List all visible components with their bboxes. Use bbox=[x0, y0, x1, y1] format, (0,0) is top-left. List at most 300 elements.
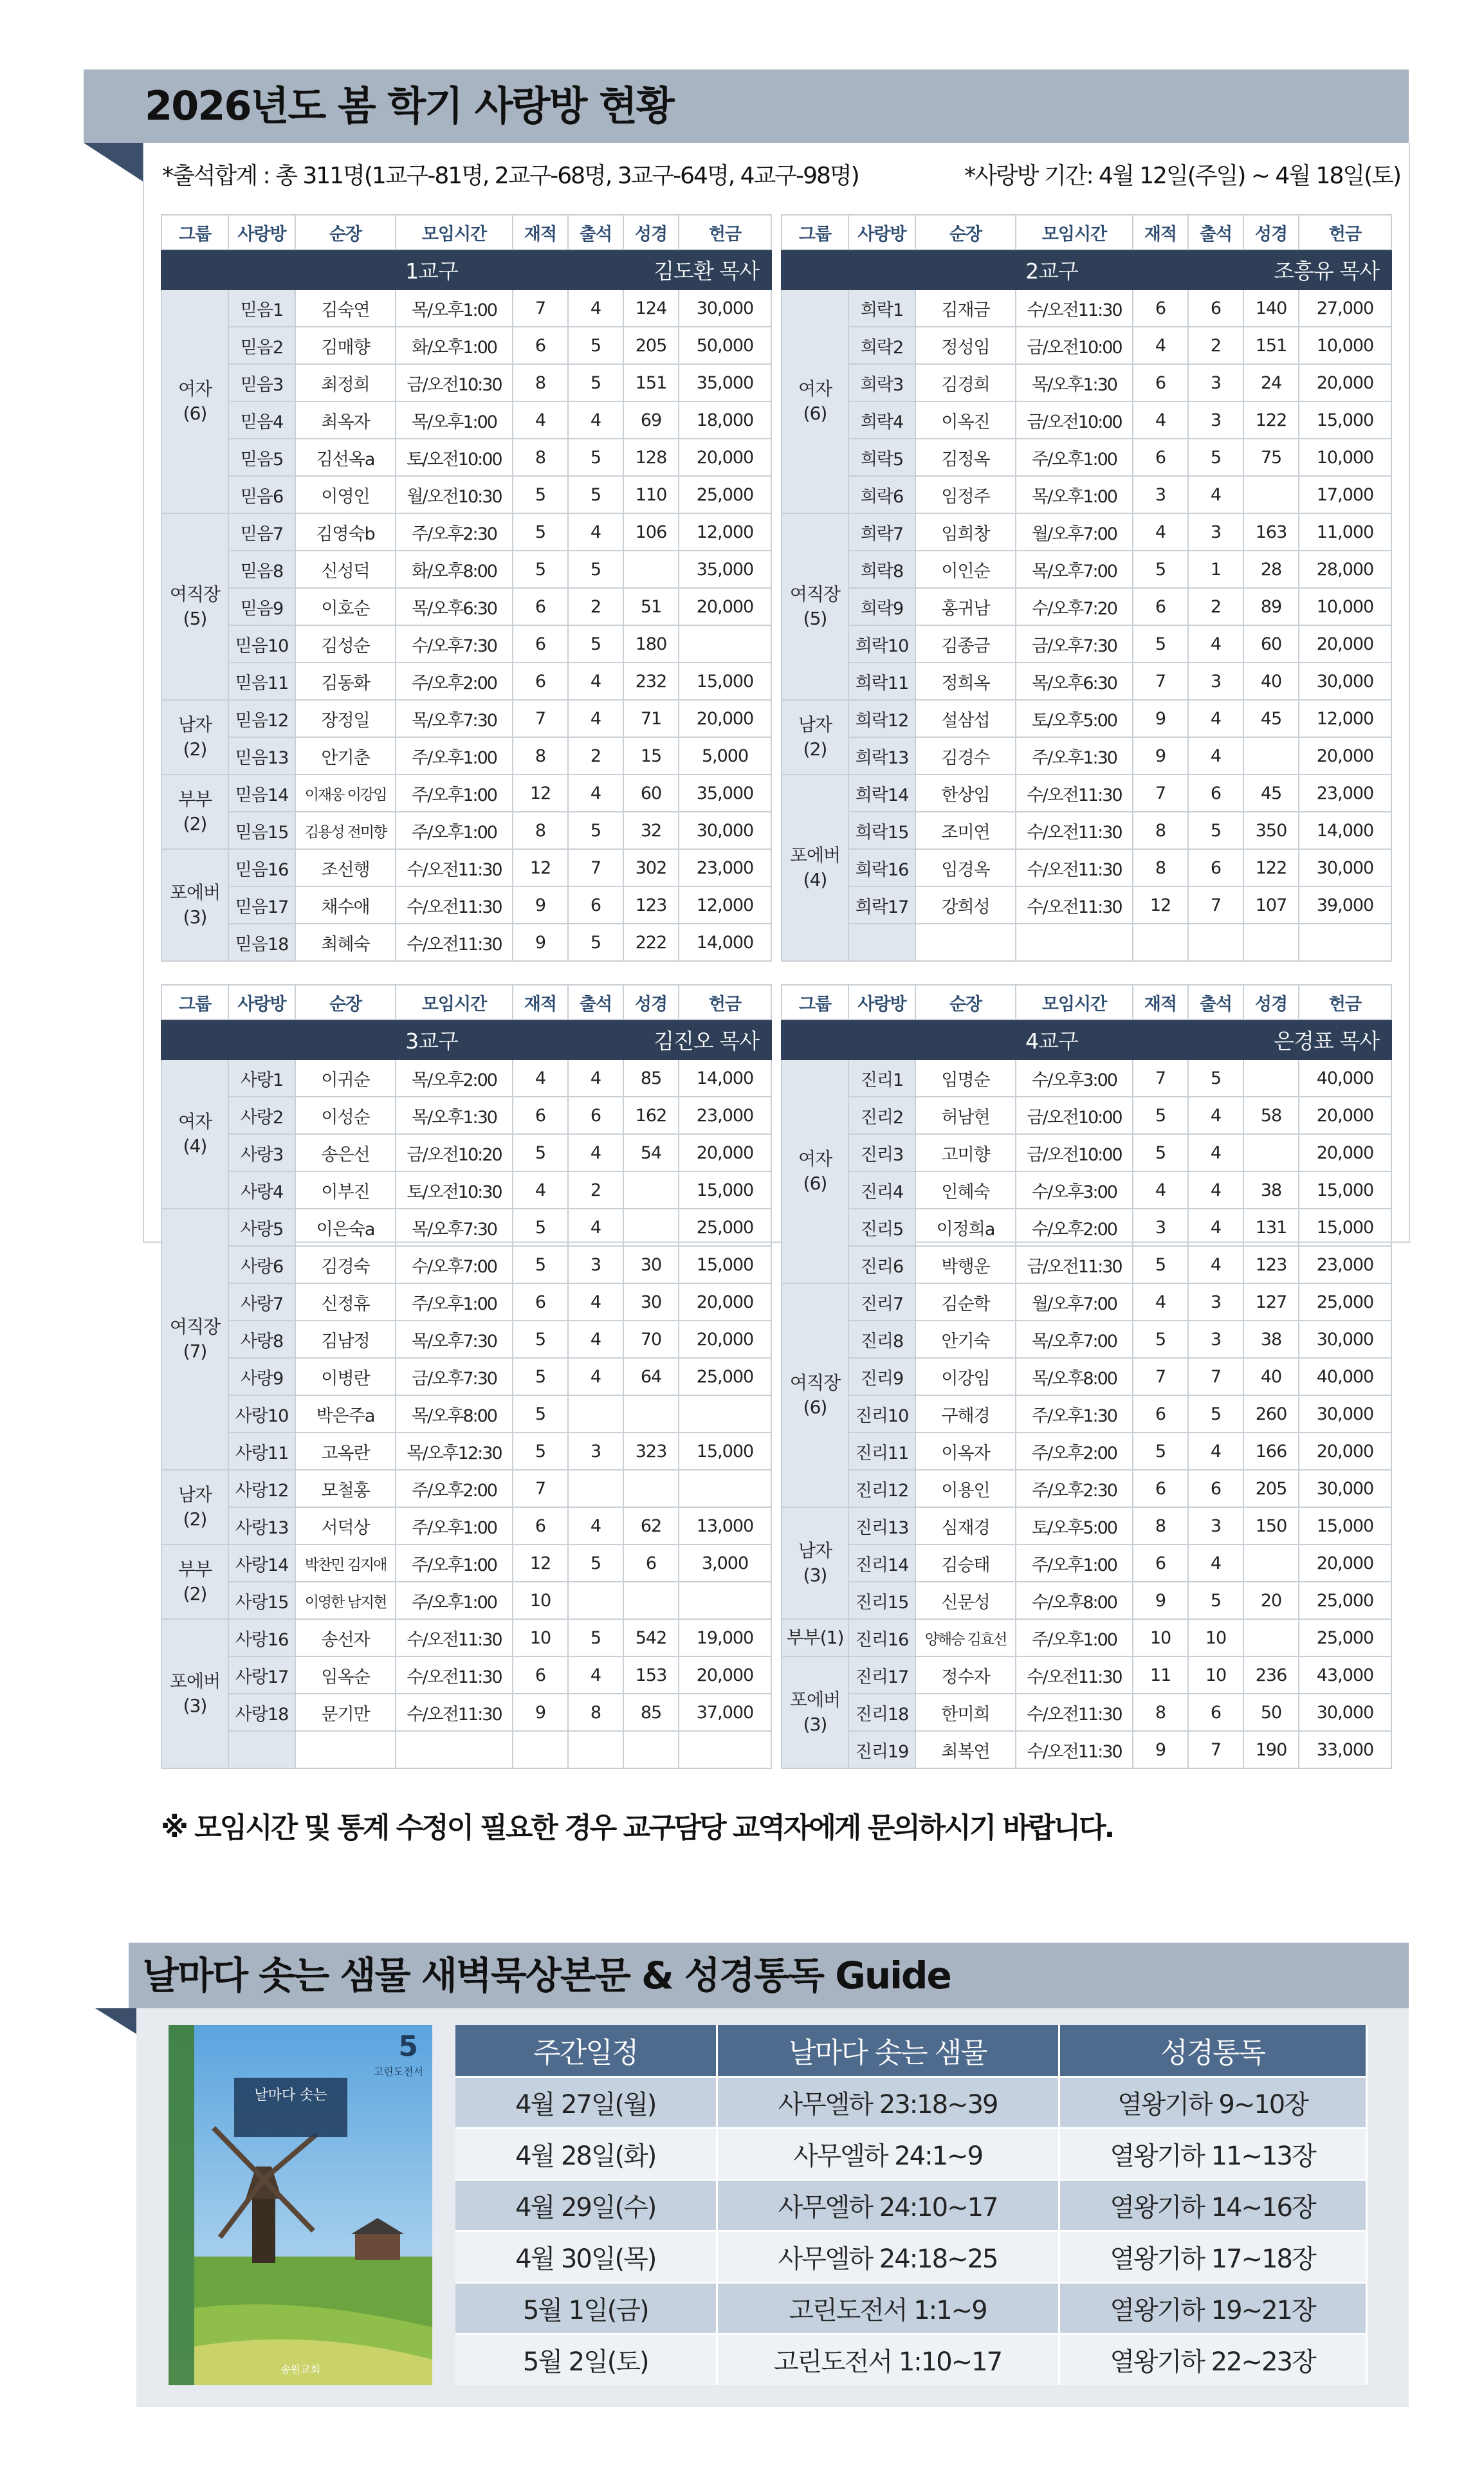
bible-cell: 30 bbox=[623, 1283, 679, 1321]
attend-cell: 3 bbox=[1188, 364, 1243, 401]
offering-cell: 30,000 bbox=[1299, 1470, 1391, 1507]
offering-cell: 23,000 bbox=[1299, 774, 1391, 812]
offering-cell: 20,000 bbox=[1299, 364, 1391, 401]
table-row bbox=[161, 1544, 771, 1582]
time-cell: 수/오전11:30 bbox=[1016, 1731, 1133, 1768]
bible-cell: 236 bbox=[1243, 1656, 1299, 1694]
enrolled-cell: 7 bbox=[513, 1470, 568, 1507]
enrolled-cell: 4 bbox=[1133, 1171, 1188, 1209]
offering-cell: 30,000 bbox=[1299, 1694, 1391, 1731]
enrolled-cell: 8 bbox=[513, 737, 568, 774]
time-cell bbox=[396, 1731, 513, 1768]
leader-cell: 김경희 bbox=[915, 364, 1016, 401]
leader-cell: 이영한 남지현 bbox=[295, 1582, 396, 1619]
district-pastor: 김도환 목사 bbox=[568, 250, 771, 289]
column-header: 재적 bbox=[513, 985, 568, 1020]
leader-cell: 김경수 bbox=[915, 737, 1016, 774]
table-row bbox=[161, 1619, 771, 1656]
attend-cell: 4 bbox=[568, 774, 623, 812]
table-row bbox=[782, 1470, 1391, 1507]
offering-cell: 23,000 bbox=[679, 1097, 771, 1134]
bible-cell: 232 bbox=[623, 663, 679, 700]
guide-header: 주간일정 bbox=[455, 2025, 717, 2076]
attend-cell: 4 bbox=[568, 1209, 623, 1246]
table-row bbox=[782, 1731, 1391, 1768]
enrolled-cell: 5 bbox=[513, 1209, 568, 1246]
bible-cell: 542 bbox=[623, 1619, 679, 1656]
bible-cell: 128 bbox=[623, 439, 679, 476]
leader-cell: 김종금 bbox=[915, 625, 1016, 663]
enrolled-cell: 5 bbox=[513, 1395, 568, 1433]
enrolled-cell: 5 bbox=[1133, 1321, 1188, 1358]
guide-header: 성경통독 bbox=[1059, 2025, 1366, 2076]
enrolled-cell: 4 bbox=[1133, 401, 1188, 439]
room-cell: 희락17 bbox=[848, 886, 915, 924]
bible-cell: 60 bbox=[623, 774, 679, 812]
column-header: 그룹 bbox=[161, 985, 228, 1020]
room-cell: 믿음8 bbox=[228, 551, 295, 588]
room-cell: 희락10 bbox=[848, 625, 915, 663]
attend-cell: 4 bbox=[1188, 476, 1243, 513]
bible-cell: 85 bbox=[623, 1059, 679, 1097]
table-row bbox=[161, 1171, 771, 1209]
attend-cell: 4 bbox=[1188, 1544, 1243, 1582]
enrolled-cell: 9 bbox=[1133, 700, 1188, 737]
table-row bbox=[161, 1358, 771, 1395]
time-cell: 목/오후1:30 bbox=[1016, 364, 1133, 401]
table-row bbox=[161, 737, 771, 774]
table-row bbox=[161, 1209, 771, 1246]
attend-cell: 10 bbox=[1188, 1656, 1243, 1694]
table-row bbox=[161, 1134, 771, 1171]
table-row bbox=[782, 1246, 1391, 1283]
table-row bbox=[782, 737, 1391, 774]
room-cell bbox=[228, 1731, 295, 1768]
table-row bbox=[161, 476, 771, 513]
table-row bbox=[161, 551, 771, 588]
attend-cell bbox=[568, 1582, 623, 1619]
enrolled-cell: 5 bbox=[513, 1358, 568, 1395]
bible-cell bbox=[1243, 737, 1299, 774]
attend-cell: 4 bbox=[568, 1358, 623, 1395]
room-cell: 사랑3 bbox=[228, 1134, 295, 1171]
time-cell: 수/오전11:30 bbox=[1016, 886, 1133, 924]
room-cell: 진리4 bbox=[848, 1171, 915, 1209]
guide-cell: 열왕기하 9~10장 bbox=[1059, 2076, 1366, 2128]
attendance-note: *출석합계 : 총 311명(1교구-81명, 2교구-68명, 3교구-64명, 4교구-98명) bbox=[162, 163, 859, 189]
attend-cell: 4 bbox=[1188, 1171, 1243, 1209]
attend-cell: 4 bbox=[568, 1134, 623, 1171]
group-cell: 남자 (2) bbox=[161, 700, 228, 774]
room-cell: 진리1 bbox=[848, 1059, 915, 1097]
attend-cell bbox=[1188, 924, 1243, 961]
table-row bbox=[782, 700, 1391, 737]
table-row bbox=[782, 812, 1391, 849]
bible-cell: 150 bbox=[1243, 1507, 1299, 1544]
offering-cell: 11,000 bbox=[1299, 513, 1391, 551]
room-cell: 희락13 bbox=[848, 737, 915, 774]
column-header: 성경 bbox=[1243, 985, 1299, 1020]
offering-cell bbox=[679, 1582, 771, 1619]
room-cell: 사랑12 bbox=[228, 1470, 295, 1507]
column-header: 그룹 bbox=[782, 985, 848, 1020]
group-cell: 남자 (2) bbox=[161, 1470, 228, 1544]
district-bar-spacer bbox=[782, 1020, 915, 1059]
room-cell: 믿음15 bbox=[228, 812, 295, 849]
table-row bbox=[161, 1582, 771, 1619]
devotional-cover bbox=[169, 2025, 432, 2385]
group-cell: 부부 (2) bbox=[161, 1544, 228, 1619]
banner-fold bbox=[84, 143, 143, 181]
table-row bbox=[782, 401, 1391, 439]
bible-cell bbox=[623, 1582, 679, 1619]
group-cell: 여자 (4) bbox=[161, 1059, 228, 1209]
enrolled-cell: 5 bbox=[513, 1134, 568, 1171]
column-header: 재적 bbox=[1133, 985, 1188, 1020]
room-cell: 진리8 bbox=[848, 1321, 915, 1358]
offering-cell: 15,000 bbox=[679, 663, 771, 700]
enrolled-cell: 5 bbox=[513, 1433, 568, 1470]
time-cell: 주/오후1:00 bbox=[396, 1283, 513, 1321]
room-cell: 희락3 bbox=[848, 364, 915, 401]
guide-cell: 4월 29일(수) bbox=[455, 2179, 717, 2231]
time-cell: 목/오후6:30 bbox=[1016, 663, 1133, 700]
room-cell: 희락16 bbox=[848, 849, 915, 886]
column-header: 성경 bbox=[623, 985, 679, 1020]
column-header: 헌금 bbox=[679, 215, 771, 250]
room-cell: 믿음16 bbox=[228, 849, 295, 886]
guide-row bbox=[455, 2231, 1366, 2282]
time-cell: 주/오후1:00 bbox=[1016, 439, 1133, 476]
offering-cell: 30,000 bbox=[679, 289, 771, 327]
leader-cell: 김동화 bbox=[295, 663, 396, 700]
table-row bbox=[782, 1097, 1391, 1134]
table-row bbox=[782, 849, 1391, 886]
time-cell: 금/오후7:30 bbox=[1016, 625, 1133, 663]
time-cell: 월/오후7:00 bbox=[1016, 513, 1133, 551]
leader-cell: 조선행 bbox=[295, 849, 396, 886]
offering-cell: 3,000 bbox=[679, 1544, 771, 1582]
room-cell: 희락12 bbox=[848, 700, 915, 737]
leader-cell: 김경숙 bbox=[295, 1246, 396, 1283]
bible-cell: 222 bbox=[623, 924, 679, 961]
attend-cell: 3 bbox=[1188, 513, 1243, 551]
time-cell: 목/오후7:30 bbox=[396, 1321, 513, 1358]
cover-issue: 5 bbox=[398, 2030, 418, 2063]
time-cell: 화/오후8:00 bbox=[396, 551, 513, 588]
offering-cell: 12,000 bbox=[679, 513, 771, 551]
attend-cell: 3 bbox=[1188, 1321, 1243, 1358]
room-cell: 진리13 bbox=[848, 1507, 915, 1544]
group-cell: 포에버 (4) bbox=[782, 774, 848, 961]
leader-cell: 이옥자 bbox=[915, 1433, 1016, 1470]
time-cell: 목/오후8:00 bbox=[1016, 1358, 1133, 1395]
offering-cell: 23,000 bbox=[1299, 1246, 1391, 1283]
leader-cell: 김매향 bbox=[295, 327, 396, 364]
attend-cell: 5 bbox=[568, 551, 623, 588]
room-cell: 사랑15 bbox=[228, 1582, 295, 1619]
table-row bbox=[782, 1656, 1391, 1694]
bible-cell bbox=[1243, 476, 1299, 513]
room-cell: 사랑17 bbox=[228, 1656, 295, 1694]
table-row bbox=[782, 1582, 1391, 1619]
room-cell: 믿음18 bbox=[228, 924, 295, 961]
guide-cell: 열왕기하 19~21장 bbox=[1059, 2282, 1366, 2334]
bible-cell: 50 bbox=[1243, 1694, 1299, 1731]
enrolled-cell: 5 bbox=[1133, 1433, 1188, 1470]
time-cell: 수/오후8:00 bbox=[1016, 1582, 1133, 1619]
enrolled-cell: 8 bbox=[1133, 849, 1188, 886]
table-row bbox=[161, 1097, 771, 1134]
enrolled-cell: 4 bbox=[1133, 513, 1188, 551]
offering-cell: 50,000 bbox=[679, 327, 771, 364]
room-cell: 진리6 bbox=[848, 1246, 915, 1283]
table-row bbox=[782, 1507, 1391, 1544]
enrolled-cell: 6 bbox=[1133, 364, 1188, 401]
room-cell: 믿음3 bbox=[228, 364, 295, 401]
attend-cell: 4 bbox=[1188, 1433, 1243, 1470]
table-row bbox=[782, 289, 1391, 327]
leader-cell: 최옥자 bbox=[295, 401, 396, 439]
table-row bbox=[782, 327, 1391, 364]
attend-cell: 4 bbox=[1188, 625, 1243, 663]
district-name: 4교구 bbox=[915, 1020, 1188, 1059]
table-row bbox=[161, 1433, 771, 1470]
table-row bbox=[782, 1171, 1391, 1209]
attend-cell: 5 bbox=[568, 924, 623, 961]
attend-cell: 4 bbox=[1188, 1097, 1243, 1134]
time-cell: 목/오후1:00 bbox=[396, 289, 513, 327]
district-pastor: 은경표 목사 bbox=[1188, 1020, 1391, 1059]
offering-cell: 15,000 bbox=[679, 1171, 771, 1209]
footer-note: ※ 모임시간 및 통계 수정이 필요한 경우 교구담당 교역자에게 문의하시기 바랍니다. bbox=[161, 1811, 1113, 1844]
time-cell: 목/오후7:00 bbox=[1016, 1321, 1133, 1358]
time-cell: 목/오후2:00 bbox=[396, 1059, 513, 1097]
table-row bbox=[161, 1656, 771, 1694]
offering-cell: 18,000 bbox=[679, 401, 771, 439]
room-cell: 진리10 bbox=[848, 1395, 915, 1433]
room-cell: 사랑13 bbox=[228, 1507, 295, 1544]
room-cell: 진리15 bbox=[848, 1582, 915, 1619]
leader-cell: 이재웅 이강임 bbox=[295, 774, 396, 812]
guide-cell: 사무엘하 24:1~9 bbox=[717, 2128, 1059, 2179]
enrolled-cell: 8 bbox=[1133, 1507, 1188, 1544]
attend-cell: 5 bbox=[568, 327, 623, 364]
guide-cell: 열왕기하 11~13장 bbox=[1059, 2128, 1366, 2179]
time-cell: 주/오후1:30 bbox=[1016, 737, 1133, 774]
bible-cell: 350 bbox=[1243, 812, 1299, 849]
leader-cell: 장정일 bbox=[295, 700, 396, 737]
time-cell: 화/오후1:00 bbox=[396, 327, 513, 364]
time-cell: 토/오후5:00 bbox=[1016, 1507, 1133, 1544]
leader-cell: 모철홍 bbox=[295, 1470, 396, 1507]
enrolled-cell: 4 bbox=[513, 401, 568, 439]
time-cell: 월/오후7:00 bbox=[1016, 1283, 1133, 1321]
leader-cell: 김정옥 bbox=[915, 439, 1016, 476]
offering-cell: 15,000 bbox=[1299, 1507, 1391, 1544]
offering-cell: 33,000 bbox=[1299, 1731, 1391, 1768]
leader-cell: 고옥란 bbox=[295, 1433, 396, 1470]
bible-cell: 163 bbox=[1243, 513, 1299, 551]
time-cell: 주/오후1:00 bbox=[396, 737, 513, 774]
time-cell: 월/오전10:30 bbox=[396, 476, 513, 513]
bible-cell: 40 bbox=[1243, 1358, 1299, 1395]
enrolled-cell: 5 bbox=[513, 513, 568, 551]
time-cell: 목/오후1:30 bbox=[396, 1097, 513, 1134]
column-header: 그룹 bbox=[782, 215, 848, 250]
leader-cell: 김순학 bbox=[915, 1283, 1016, 1321]
offering-cell bbox=[679, 625, 771, 663]
offering-cell: 14,000 bbox=[679, 1059, 771, 1097]
guide-row bbox=[455, 2334, 1366, 2385]
time-cell: 수/오후7:30 bbox=[396, 625, 513, 663]
offering-cell: 5,000 bbox=[679, 737, 771, 774]
column-header: 사랑방 bbox=[848, 985, 915, 1020]
attend-cell: 5 bbox=[1188, 812, 1243, 849]
enrolled-cell: 7 bbox=[1133, 1059, 1188, 1097]
leader-cell: 이인순 bbox=[915, 551, 1016, 588]
leader-cell: 홍귀남 bbox=[915, 588, 1016, 625]
room-cell: 사랑8 bbox=[228, 1321, 295, 1358]
bible-cell: 51 bbox=[623, 588, 679, 625]
bible-cell: 180 bbox=[623, 625, 679, 663]
attend-cell: 7 bbox=[1188, 1731, 1243, 1768]
offering-cell: 20,000 bbox=[679, 1321, 771, 1358]
leader-cell: 고미향 bbox=[915, 1134, 1016, 1171]
offering-cell: 12,000 bbox=[1299, 700, 1391, 737]
attend-cell: 5 bbox=[568, 364, 623, 401]
attend-cell: 3 bbox=[1188, 1283, 1243, 1321]
bible-cell: 302 bbox=[623, 849, 679, 886]
attend-cell: 4 bbox=[568, 513, 623, 551]
column-header: 순장 bbox=[915, 985, 1016, 1020]
leader-cell: 박행운 bbox=[915, 1246, 1016, 1283]
offering-cell: 27,000 bbox=[1299, 289, 1391, 327]
attend-cell: 6 bbox=[568, 1097, 623, 1134]
table-row bbox=[782, 924, 1391, 961]
bible-cell: 190 bbox=[1243, 1731, 1299, 1768]
time-cell: 목/오후1:00 bbox=[1016, 476, 1133, 513]
room-cell: 희락1 bbox=[848, 289, 915, 327]
column-header: 순장 bbox=[295, 985, 396, 1020]
leader-cell: 김승태 bbox=[915, 1544, 1016, 1582]
attend-cell: 5 bbox=[568, 476, 623, 513]
room-cell: 믿음4 bbox=[228, 401, 295, 439]
bible-cell: 85 bbox=[623, 1694, 679, 1731]
room-cell bbox=[848, 924, 915, 961]
enrolled-cell: 6 bbox=[513, 1283, 568, 1321]
attend-cell: 4 bbox=[568, 663, 623, 700]
leader-cell: 설삼섭 bbox=[915, 700, 1016, 737]
district-pastor: 조흥유 목사 bbox=[1188, 250, 1391, 289]
group-cell: 여자 (6) bbox=[161, 289, 228, 513]
enrolled-cell: 6 bbox=[513, 1507, 568, 1544]
offering-cell: 35,000 bbox=[679, 364, 771, 401]
attend-cell: 4 bbox=[1188, 1209, 1243, 1246]
time-cell: 수/오전11:30 bbox=[396, 1694, 513, 1731]
group-cell: 여자 (6) bbox=[782, 1059, 848, 1283]
bible-cell: 205 bbox=[1243, 1470, 1299, 1507]
time-cell: 목/오후1:00 bbox=[396, 401, 513, 439]
column-header: 재적 bbox=[513, 215, 568, 250]
offering-cell: 35,000 bbox=[679, 774, 771, 812]
table-row bbox=[161, 513, 771, 551]
attend-cell: 4 bbox=[1188, 1246, 1243, 1283]
offering-cell: 10,000 bbox=[1299, 588, 1391, 625]
attend-cell: 4 bbox=[568, 1059, 623, 1097]
bible-cell: 30 bbox=[623, 1246, 679, 1283]
bible-cell: 122 bbox=[1243, 849, 1299, 886]
time-cell: 수/오전11:30 bbox=[1016, 289, 1133, 327]
enrolled-cell: 8 bbox=[1133, 1694, 1188, 1731]
offering-cell: 15,000 bbox=[679, 1246, 771, 1283]
enrolled-cell: 6 bbox=[1133, 439, 1188, 476]
leader-cell: 정수자 bbox=[915, 1656, 1016, 1694]
attend-cell: 3 bbox=[1188, 401, 1243, 439]
attend-cell: 4 bbox=[568, 1283, 623, 1321]
attend-cell: 2 bbox=[1188, 588, 1243, 625]
group-cell: 여직장 (7) bbox=[161, 1209, 228, 1470]
group-cell: 여직장 (6) bbox=[782, 1283, 848, 1507]
leader-cell: 이병란 bbox=[295, 1358, 396, 1395]
bible-cell: 6 bbox=[623, 1544, 679, 1582]
period-note: *사랑방 기간: 4월 12일(주일) ~ 4월 18일(토) bbox=[964, 163, 1400, 189]
enrolled-cell: 6 bbox=[1133, 289, 1188, 327]
room-cell: 진리18 bbox=[848, 1694, 915, 1731]
bible-cell: 20 bbox=[1243, 1582, 1299, 1619]
time-cell: 금/오전10:00 bbox=[1016, 401, 1133, 439]
room-cell: 희락11 bbox=[848, 663, 915, 700]
bible-cell: 58 bbox=[1243, 1097, 1299, 1134]
offering-cell: 43,000 bbox=[1299, 1656, 1391, 1694]
time-cell: 주/오후1:00 bbox=[396, 1582, 513, 1619]
room-cell: 희락14 bbox=[848, 774, 915, 812]
attend-cell: 6 bbox=[1188, 289, 1243, 327]
leader-cell: 송선자 bbox=[295, 1619, 396, 1656]
time-cell: 수/오후7:00 bbox=[396, 1246, 513, 1283]
offering-cell: 25,000 bbox=[1299, 1619, 1391, 1656]
time-cell: 주/오후2:00 bbox=[1016, 1433, 1133, 1470]
enrolled-cell: 6 bbox=[1133, 1470, 1188, 1507]
leader-cell: 김선옥a bbox=[295, 439, 396, 476]
enrolled-cell: 6 bbox=[1133, 588, 1188, 625]
table-row bbox=[161, 625, 771, 663]
offering-cell: 15,000 bbox=[1299, 1209, 1391, 1246]
leader-cell: 신성덕 bbox=[295, 551, 396, 588]
table-row bbox=[782, 1619, 1391, 1656]
table-row bbox=[782, 1209, 1391, 1246]
leader-cell: 임희창 bbox=[915, 513, 1016, 551]
enrolled-cell bbox=[513, 1731, 568, 1768]
attend-cell: 8 bbox=[568, 1694, 623, 1731]
bible-cell: 106 bbox=[623, 513, 679, 551]
bible-cell: 54 bbox=[623, 1134, 679, 1171]
leader-cell bbox=[915, 924, 1016, 961]
bible-cell bbox=[623, 551, 679, 588]
room-cell: 희락4 bbox=[848, 401, 915, 439]
table-row bbox=[782, 1694, 1391, 1731]
leader-cell: 이성순 bbox=[295, 1097, 396, 1134]
guide-row bbox=[455, 2128, 1366, 2179]
enrolled-cell: 4 bbox=[513, 1171, 568, 1209]
bible-cell: 127 bbox=[1243, 1283, 1299, 1321]
table-row bbox=[782, 364, 1391, 401]
leader-cell: 서덕상 bbox=[295, 1507, 396, 1544]
guide-cell: 열왕기하 14~16장 bbox=[1059, 2179, 1366, 2231]
guide-cell: 열왕기하 22~23장 bbox=[1059, 2334, 1366, 2385]
room-cell: 사랑10 bbox=[228, 1395, 295, 1433]
enrolled-cell: 9 bbox=[1133, 1582, 1188, 1619]
